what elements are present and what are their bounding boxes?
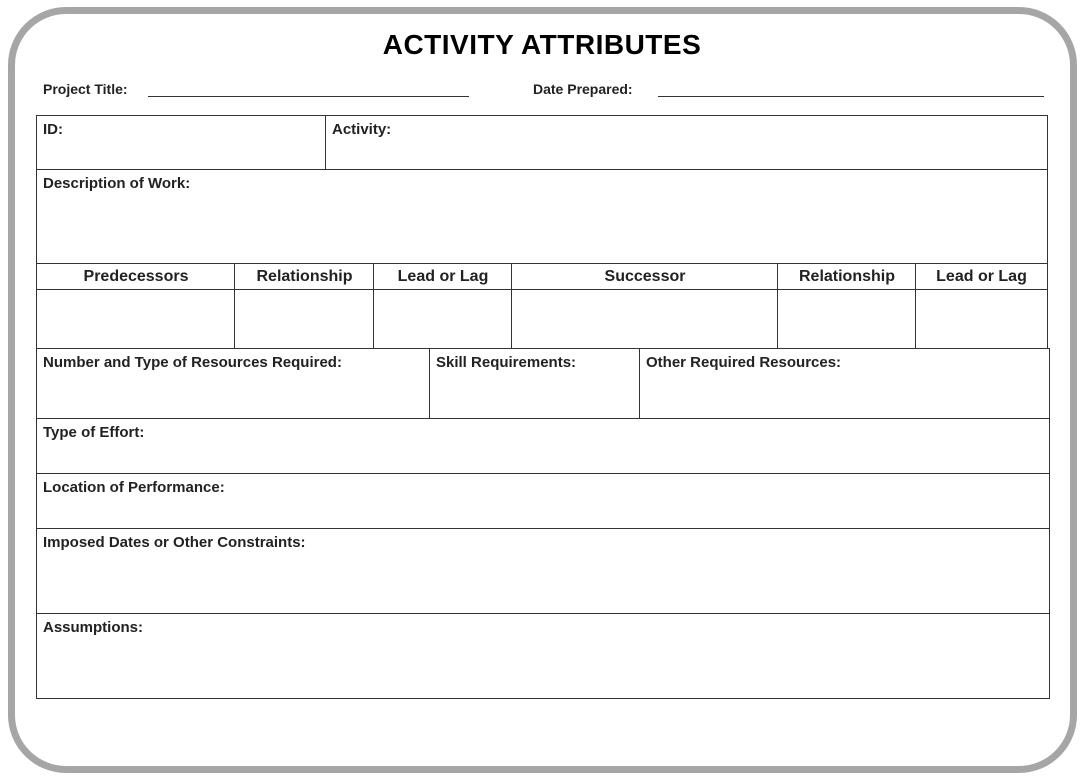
other-resources-cell[interactable]	[639, 348, 1050, 420]
relationship-header-1: Relationship	[234, 263, 375, 291]
resources-cell[interactable]	[36, 348, 431, 420]
description-label: Description of Work:	[43, 175, 191, 192]
assumptions-label: Assumptions:	[43, 619, 144, 636]
effort-label: Type of Effort:	[43, 424, 145, 441]
skill-requirements-label: Skill Requirements:	[436, 354, 577, 371]
activity-cell[interactable]	[325, 115, 1048, 171]
description-cell[interactable]	[36, 169, 1048, 265]
relationship-field-2[interactable]	[777, 289, 917, 350]
successor-field[interactable]	[511, 289, 779, 350]
skill-requirements-cell[interactable]	[429, 348, 641, 420]
lead-lag-field-2[interactable]	[915, 289, 1048, 350]
activity-label: Activity:	[332, 121, 392, 138]
date-prepared-label: Date Prepared:	[533, 81, 633, 97]
id-label: ID:	[43, 121, 63, 138]
location-cell[interactable]	[36, 473, 1050, 530]
successor-header: Successor	[511, 263, 779, 291]
project-title-label: Project Title:	[43, 81, 128, 97]
predecessors-field[interactable]	[36, 289, 236, 350]
lead-lag-field-1[interactable]	[373, 289, 513, 350]
assumptions-cell[interactable]	[36, 613, 1050, 699]
lead-lag-header-2: Lead or Lag	[915, 263, 1048, 291]
location-label: Location of Performance:	[43, 479, 225, 496]
form-title: ACTIVITY ATTRIBUTES	[382, 29, 702, 60]
lead-lag-header-1: Lead or Lag	[373, 263, 513, 291]
constraints-cell[interactable]	[36, 528, 1050, 615]
predecessors-header: Predecessors	[36, 263, 236, 291]
project-title-field[interactable]	[148, 96, 469, 97]
date-prepared-field[interactable]	[658, 96, 1044, 97]
constraints-label: Imposed Dates or Other Constraints:	[43, 534, 306, 551]
relationship-field-1[interactable]	[234, 289, 375, 350]
relationship-header-2: Relationship	[777, 263, 917, 291]
id-cell[interactable]	[36, 115, 327, 171]
effort-cell[interactable]	[36, 418, 1050, 475]
resources-label: Number and Type of Resources Required:	[43, 354, 342, 371]
other-resources-label: Other Required Resources:	[646, 354, 842, 371]
